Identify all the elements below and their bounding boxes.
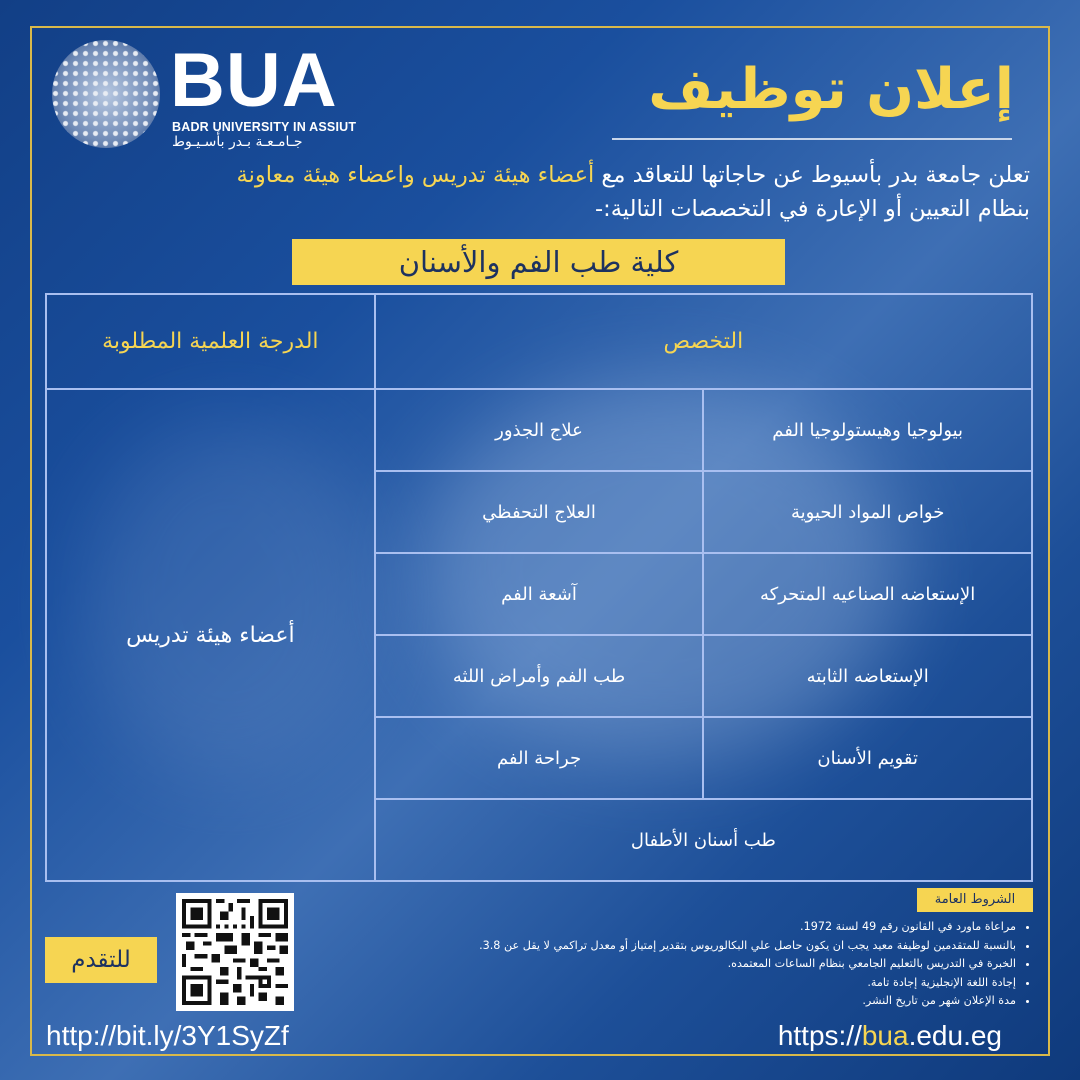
- url-highlight: bua: [861, 1020, 909, 1051]
- apply-button[interactable]: للتقدم: [45, 937, 157, 983]
- list-item: • مراعاة ماورد في القانون رقم 49 لسنة 1972.: [272, 918, 1016, 937]
- website-link[interactable]: [778, 1020, 1002, 1052]
- conditions-label: الشروط العامة: [917, 888, 1033, 912]
- list-item: • إجادة اللغة الإنجليزية إجادة تامة.: [272, 974, 1016, 993]
- header-specialty: التخصص: [375, 294, 1032, 389]
- intro-part1: تعلن جامعة بدر بأسيوط عن حاجاتها للتعاقد مع: [594, 162, 1030, 188]
- intro-text: [40, 158, 1030, 226]
- globe-icon: [52, 40, 160, 148]
- url-suffix: .edu.eg: [908, 1020, 1002, 1051]
- qr-code[interactable]: [176, 893, 294, 1011]
- degree-cell: أعضاء هيئة تدريس: [46, 389, 375, 881]
- intro-highlight: أعضاء هيئة تدريس واعضاء هيئة معاونة: [236, 162, 595, 188]
- specialties-table: [45, 293, 1033, 882]
- specialty-cell-wide: طب أسنان الأطفال: [375, 799, 1032, 881]
- specialty-cell: بيولوجيا وهيستولوجيا الفم: [703, 389, 1032, 471]
- table-row: [46, 389, 1032, 471]
- logo-acronym: BUA: [170, 38, 338, 123]
- title-underline: [612, 138, 1012, 140]
- url-prefix: https://: [777, 1020, 862, 1051]
- apply-link[interactable]: http://bit.ly/3Y1SyZf: [46, 1020, 289, 1051]
- specialty-cell: الإستعاضه الثابته: [703, 635, 1032, 717]
- specialty-cell: جراحة الفم: [375, 717, 704, 799]
- conditions-list: [272, 918, 1032, 1011]
- list-item: • بالنسبة للمتقدمين لوظيفة معيد يجب ان يكون حاصل علي البكالوريوس بتقدير إمتياز أو معدل تراكمي لا يقل عن 3.8.: [272, 937, 1016, 956]
- page-title: إعلان توظيف: [648, 57, 1014, 122]
- specialty-cell: العلاج التحفظي: [375, 471, 704, 553]
- list-item: • مدة الإعلان شهر من تاريخ النشر.: [272, 992, 1016, 1011]
- table-header-row: [46, 294, 1032, 389]
- specialty-cell: تقويم الأسنان: [703, 717, 1032, 799]
- header-degree: الدرجة العلمية المطلوبة: [46, 294, 375, 389]
- specialty-cell: علاج الجذور: [375, 389, 704, 471]
- university-logo: [52, 40, 362, 150]
- specialty-cell: آشعة الفم: [375, 553, 704, 635]
- specialty-cell: خواص المواد الحيوية: [703, 471, 1032, 553]
- logo-arabic-name: جـامـعـة بـدر بأسـيـوط: [172, 134, 303, 150]
- intro-part2: بنظام التعيين أو الإعارة في التخصصات التالية:-: [595, 196, 1030, 222]
- logo-english-name: BADR UNIVERSITY IN ASSIUT: [172, 120, 357, 134]
- specialty-cell: طب الفم وأمراض اللثه: [375, 635, 704, 717]
- specialty-cell: الإستعاضه الصناعيه المتحركه: [703, 553, 1032, 635]
- college-banner: كلية طب الفم والأسنان: [292, 239, 785, 285]
- qr-code-icon: [182, 899, 288, 1005]
- list-item: • الخبرة في التدريس بالتعليم الجامعي بنظام الساعات المعتمده.: [272, 955, 1016, 974]
